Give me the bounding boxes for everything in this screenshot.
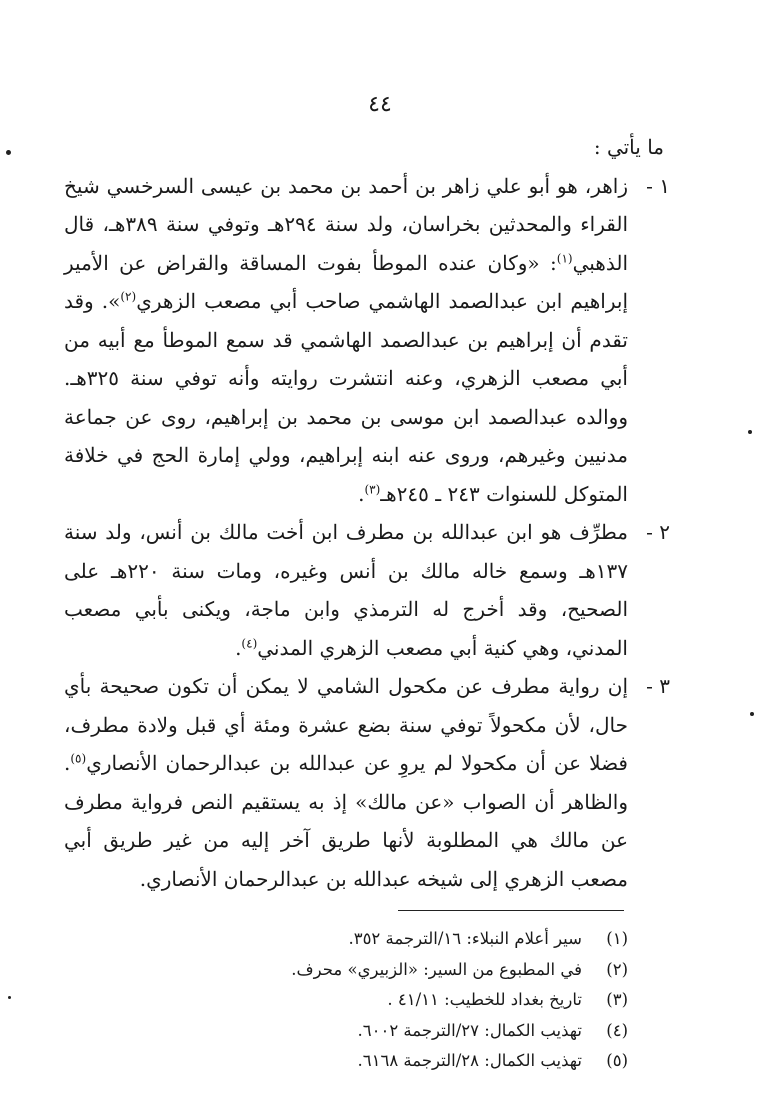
footnote-1 [68,924,628,955]
footnote-number: (٣) [606,990,628,1009]
footnote-number: (٥) [606,1051,628,1070]
entry-number: ١ - [646,173,670,198]
entry-text: : «وكان عنده الموطأ بفوت المساقة والقراض عن الأمير إبراهيم ابن عبدالصمد الهاشمي صاحب أبي مصعب الزهري [64,250,628,313]
scan-mark [750,712,754,716]
entry-text: مطرِّف هو ابن عبدالله بن مطرف ابن أخت مالك بن أنس، ولد سنة ١٣٧هـ وسمع خاله مالك بن أنس وغيره، ومات سنة ٢٢٠هـ على الصحيح، وقد أخرج له الترمذي وابن ماجة، ويكنى بأبي مصعب المدني، وهي كنية أبي مصعب الزهري المدني [64,520,628,660]
footnote-3 [68,985,628,1016]
entry-text: . والظاهر أن الصواب «عن مالك» إذ به يستقيم النص فرواية مطرف عن مالك هي المطلوبة لأنها طريق آخر إليه من غير طريق أبي مصعب الزهري إلى شيخه عبدالله بن عبدالرحمان الأنصاري. [64,751,628,891]
footnote-4 [68,1016,628,1047]
footnote-text: تاريخ بغداد للخطيب: ٤١/١١ . [387,990,582,1009]
footnote-5 [68,1046,628,1077]
entry-text: . [235,635,242,660]
footnotes [68,924,628,1077]
entry-text: ». وقد تقدم أن إبراهيم بن عبدالصمد الهاشمي قد سمع الموطأ مع أبيه من أبي مصعب الزهري، وعنه انتشرت روايته وأنه توفي سنة ٣٢٥هـ. ووالده عبدالصمد ابن موسى بن محمد بن إبراهيم، روى عن جماعة مدنيين وغيرهم، وروى عنه ابنه إبراهيم، وولي إمارة الحج في خلافة المتوكل للسنوات ٢٤٣ ـ ٢٤٥هـ [64,289,628,506]
footnote-text: تهذيب الكمال: ٢٨/الترجمة ٦١٦٨. [357,1051,582,1070]
entry-text: زاهر، هو أبو علي زاهر بن أحمد بن محمد بن عيسى السرخسي شيخ القراء والمحدثين بخراسان، ولد سنة ٢٩٤هـ وتوفي سنة ٣٨٩هـ، قال الذهبي [64,173,628,275]
intro-line: ما يأتي : [593,135,664,159]
entry-number: ٢ - [646,520,670,544]
footnote-ref[interactable]: (٥) [70,751,87,766]
entry-number: ٣ - [646,674,670,698]
entry-3 [64,667,670,898]
footnote-number: (١) [606,929,628,948]
footnote-separator [398,910,624,911]
footnote-2 [68,955,628,986]
footnote-text: في المطبوع من السير: «الزبيري» محرف. [291,959,582,979]
scan-mark [6,150,11,155]
footnote-text: تهذيب الكمال: ٢٧/الترجمة ٦٠٠٢. [357,1020,582,1040]
page-number: ٤٤ [368,92,392,117]
scan-mark [8,996,11,999]
footnote-number: (٢) [606,959,628,979]
scan-mark [748,430,752,434]
entry-1 [64,167,670,514]
entry-text: إن رواية مطرف عن مكحول الشامي لا يمكن أن تكون صحيحة بأي حال، لأن مكحولاً توفي سنة بضع عشرة ومئة أي قبل ولادة مطرف، فضلا عن أن مكحولا لم يروِ عن عبدالله بن عبدالرحمان الأنصاري [64,674,628,775]
footnote-number: (٤) [606,1020,628,1040]
footnote-ref[interactable]: (١) [556,250,573,265]
footnote-ref[interactable]: (٣) [364,481,381,496]
footnote-ref[interactable]: (٤) [241,635,258,650]
entry-text: . [358,481,365,506]
entry-2 [64,513,670,667]
footnote-ref[interactable]: (٢) [120,289,137,304]
footnote-text: سير أعلام النبلاء: ١٦/الترجمة ٣٥٢. [348,929,582,948]
main-text [64,128,670,898]
